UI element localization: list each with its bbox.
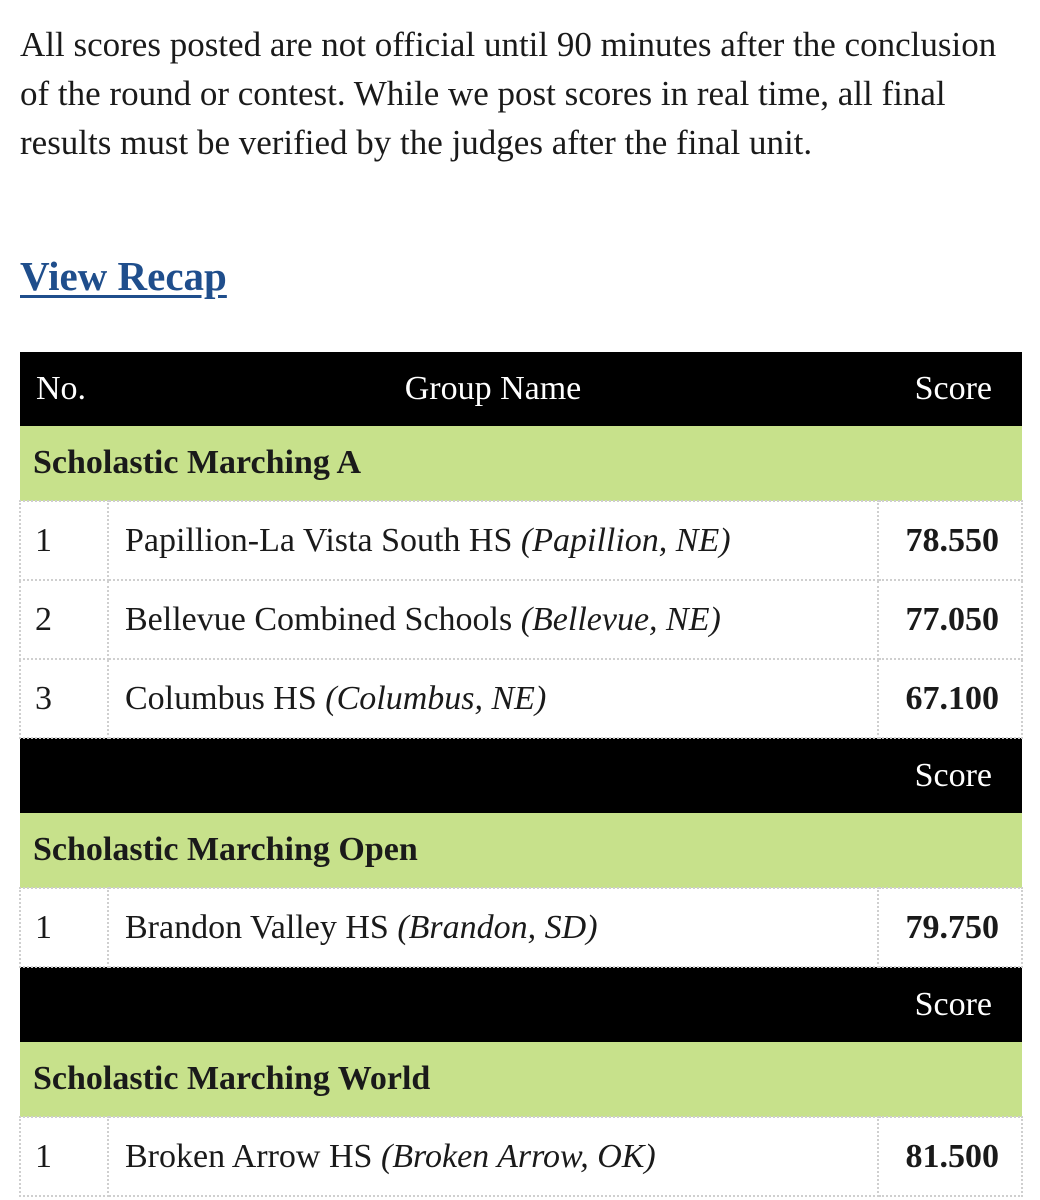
category-row [20, 1042, 1022, 1117]
group-name: Bellevue Combined Schools [125, 600, 513, 638]
group-score: 78.550 [878, 501, 1022, 580]
category-row [20, 813, 1022, 888]
table-row [20, 1117, 1022, 1196]
group-score: 77.050 [878, 580, 1022, 659]
header-group-name: Group Name [108, 352, 878, 426]
section-score-header-row [20, 967, 1022, 1042]
table-header-row [20, 352, 1022, 426]
table-row [20, 888, 1022, 967]
header-score: Score [878, 352, 1022, 426]
group-name: Broken Arrow HS [125, 1137, 373, 1175]
scores-notice: All scores posted are not official until 90 minutes after the conclusion of the round or contest. While we post scores in real time, all final results must be verified by the judges after the final unit. [20, 25, 997, 162]
group-name-cell [108, 659, 878, 738]
placement-number: 1 [20, 501, 108, 580]
group-location: (Broken Arrow, OK) [380, 1137, 656, 1175]
table-row [20, 501, 1022, 580]
category-title: Scholastic Marching Open [20, 813, 1022, 888]
category-row [20, 426, 1022, 501]
group-location: (Papillion, NE) [520, 521, 731, 559]
group-name-cell [108, 501, 878, 580]
section-score-header: Score [878, 967, 1022, 1042]
group-name-cell [108, 1117, 878, 1196]
table-row [20, 580, 1022, 659]
table-row [20, 659, 1022, 738]
placement-number: 1 [20, 1117, 108, 1196]
group-name-cell [108, 888, 878, 967]
group-name: Brandon Valley HS [125, 908, 389, 946]
placement-number: 2 [20, 580, 108, 659]
placement-number: 3 [20, 659, 108, 738]
section-header-spacer [20, 967, 878, 1042]
header-no: No. [20, 352, 108, 426]
group-score: 81.500 [878, 1117, 1022, 1196]
section-score-header-row [20, 738, 1022, 813]
scores-table [19, 352, 1023, 1197]
section-header-spacer [20, 738, 878, 813]
group-location: (Bellevue, NE) [520, 600, 721, 638]
section-score-header: Score [878, 738, 1022, 813]
group-score: 79.750 [878, 888, 1022, 967]
group-location: (Brandon, SD) [397, 908, 598, 946]
category-title: Scholastic Marching World [20, 1042, 1022, 1117]
group-name: Columbus HS [125, 679, 317, 717]
group-name-cell [108, 580, 878, 659]
group-name: Papillion-La Vista South HS [125, 521, 513, 559]
group-score: 67.100 [878, 659, 1022, 738]
placement-number: 1 [20, 888, 108, 967]
view-recap-link[interactable]: View Recap [20, 253, 227, 299]
category-title: Scholastic Marching A [20, 426, 1022, 501]
group-location: (Columbus, NE) [325, 679, 547, 717]
